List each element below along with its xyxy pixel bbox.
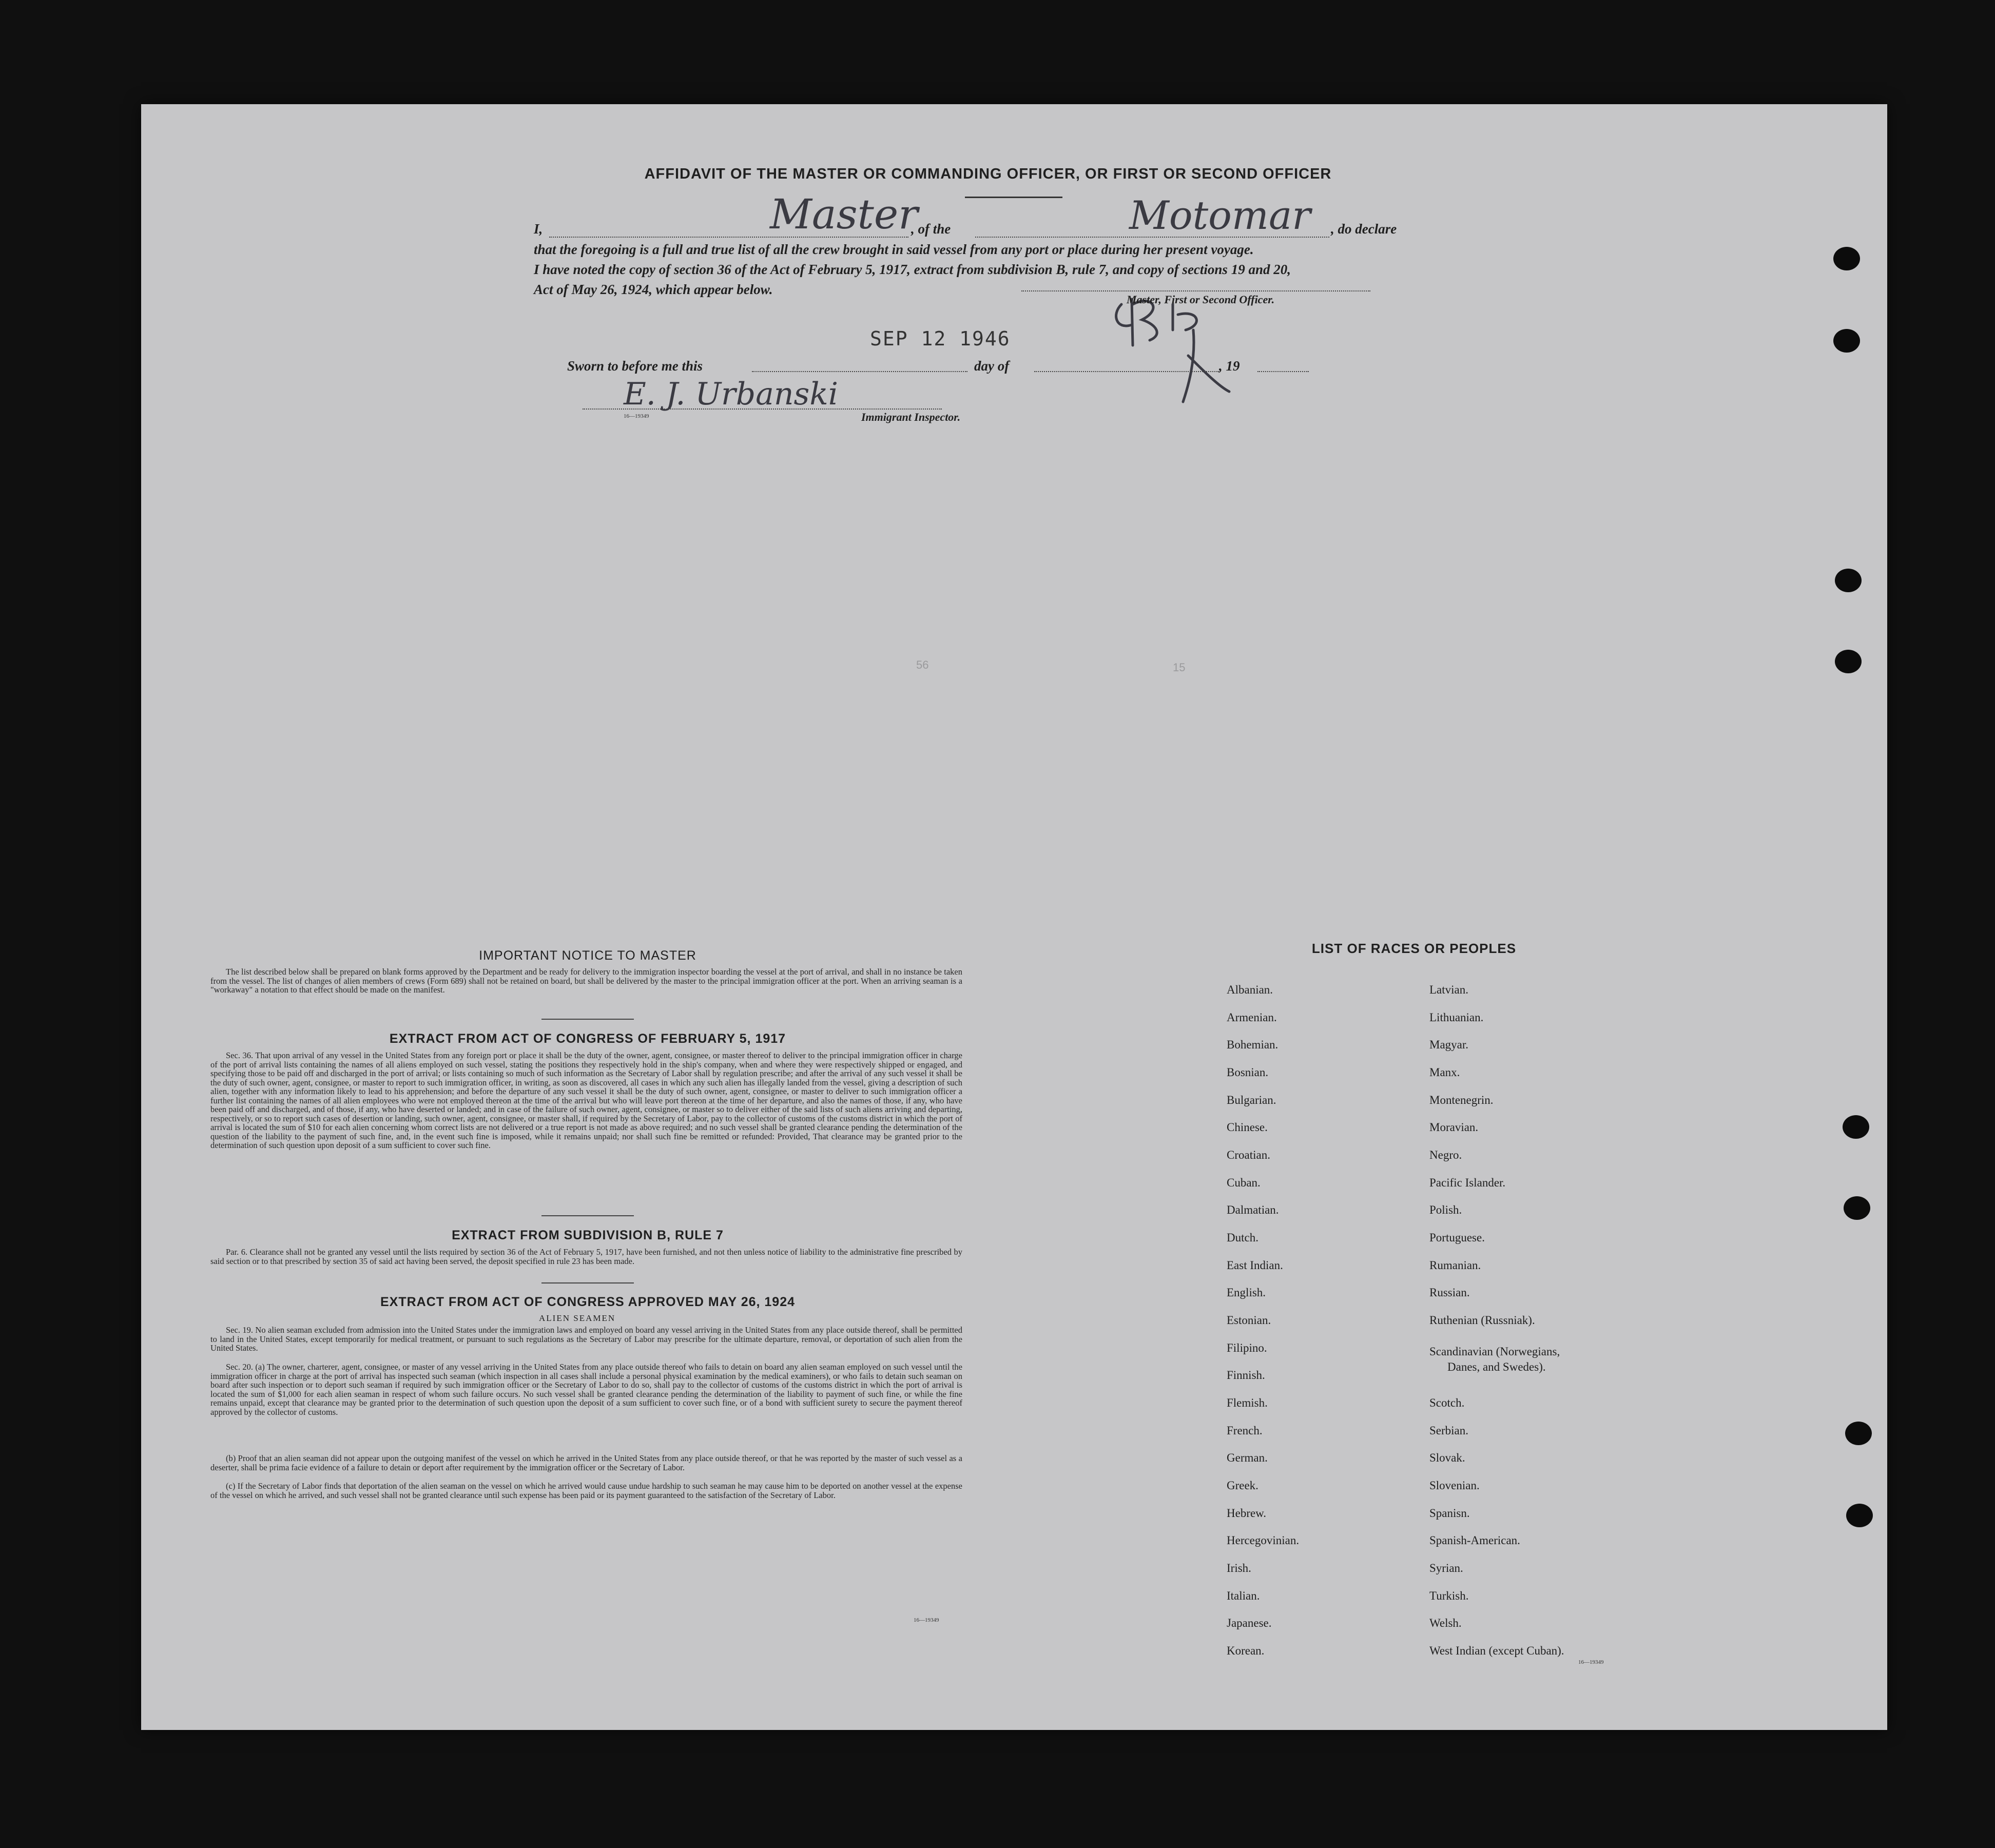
form-number: 16—19349 <box>1578 1659 1604 1665</box>
affidavit-line-3: I have noted the copy of section 36 of the Act of February 5, 1917, extract from subdivision B, rule 7, and copy of sections 19 and 20, <box>534 262 1291 277</box>
race-item: Negro. <box>1429 1149 1462 1161</box>
section-separator <box>541 1019 634 1020</box>
race-item: Hebrew. <box>1227 1507 1267 1520</box>
race-item: Finnish. <box>1227 1369 1265 1382</box>
race-item: Japanese. <box>1227 1617 1272 1629</box>
race-item: Bulgarian. <box>1227 1094 1276 1106</box>
inspector-caption: Immigrant Inspector. <box>861 411 961 423</box>
extract-1924-sec20b: (b) Proof that an alien seaman did not appear upon the outgoing manifest of the vessel on which he arrived in the United States from any place outside thereof, or that he was reported by the master of such vessel as a deserter, shall be prima facie evidence of a failure to detain or deport after requirement by the immigration officer or the Secretary of Labor. <box>210 1453 962 1472</box>
race-item: Turkish. <box>1429 1589 1469 1602</box>
race-item: Flemish. <box>1227 1396 1268 1409</box>
master-caption: Master, First or Second Officer. <box>1127 293 1275 306</box>
race-item: Spanisn. <box>1429 1507 1470 1520</box>
punch-hole <box>1833 329 1860 353</box>
inspector-signature-line <box>583 408 942 410</box>
race-item: East Indian. <box>1227 1259 1283 1272</box>
sworn-month-line <box>1034 371 1219 372</box>
affidavit-line-4: Act of May 26, 1924, which appear below. <box>534 282 773 297</box>
race-item: Albanian. <box>1227 983 1273 996</box>
sworn-prefix: Sworn to before me this <box>567 358 703 374</box>
race-item: Bosnian. <box>1227 1066 1269 1079</box>
race-item: Slovak. <box>1429 1451 1465 1464</box>
race-item: Filipino. <box>1227 1341 1267 1354</box>
master-signature-line <box>1021 290 1370 291</box>
race-item: Slovenian. <box>1429 1479 1480 1492</box>
race-item: Dutch. <box>1227 1231 1258 1244</box>
punch-hole <box>1846 1504 1873 1527</box>
affidavit-title: AFFIDAVIT OF THE MASTER OR COMMANDING OFFICER, OR FIRST OR SECOND OFFICER <box>644 166 1332 182</box>
race-item: Syrian. <box>1429 1562 1463 1574</box>
affidavit-line-1-of: , of the <box>911 221 951 237</box>
extract-1924-sec19: Sec. 19. No alien seaman excluded from admission into the United States under the immigration laws and employed on board any vessel arriving in the United States from any place outside thereof, shall be permitted to land in the United States, except temporarily for medical treatment, or pursuant to such regulations as the Secretary of Labor may prescribe for the ultimate departure, removal, or deportation of such alien from the United States. <box>210 1325 962 1353</box>
races-title: LIST OF RACES OR PEOPLES <box>1311 941 1517 956</box>
date-stamp: SEP 12 1946 <box>870 327 1011 350</box>
race-item: Welsh. <box>1429 1617 1462 1629</box>
sworn-day-line <box>752 371 967 372</box>
race-item: Montenegrin. <box>1429 1094 1494 1106</box>
race-item: Bohemian. <box>1227 1038 1279 1051</box>
race-item: Italian. <box>1227 1589 1260 1602</box>
race-item: Pacific Islander. <box>1429 1176 1506 1189</box>
form-number: 16—19349 <box>914 1617 939 1623</box>
extract-1924-sec20a: Sec. 20. (a) The owner, charterer, agent, consignee, or master of any vessel arriving in the United States from any place outside thereof who fails to detain on board any alien seaman employed on such vessel until the immigration officer in charge at the port of arrival has inspected such seaman (which inspection in all cases shall include a personal physical examination by the medical examiners), or who fails to detain such seaman on board after such inspection or to deport such seaman if required by such immigration officer or the Secretary of Labor to do so, shall pay to the collector of customs of the customs district in which the port of arrival is located the sum of $1,000 for each alien seaman in respect of whom such failure occurs. No such vessel shall be granted clearance pending the determination of the liability to payment of such fine, or while the fine remains unpaid, except that clearance may be granted prior to the determination of such question upon the deposit of a sum sufficient to cover such fine, or of a bond with sufficient surety to secure the payment thereof approved by the collector of customs. <box>210 1362 962 1417</box>
extract-1924-sec20c: (c) If the Secretary of Labor finds that deportation of the alien seaman on the vessel on which he arrived would cause undue hardship to such seaman he may cause him to be deported on another vessel at the expense of the vessel on which he arrived, and such vessel shall not be granted clearance until such expense has been paid or its payment guaranteed to the satisfaction of the Secretary of Labor. <box>210 1481 962 1500</box>
race-item: Latvian. <box>1429 983 1468 996</box>
affidavit-line-2: that the foregoing is a full and true list of all the crew brought in said vessel from any port or place during her present voyage. <box>534 242 1254 257</box>
faint-mark: 56 <box>916 658 929 671</box>
extract-rule7-title: EXTRACT FROM SUBDIVISION B, RULE 7 <box>452 1228 724 1242</box>
extract-1924-title: EXTRACT FROM ACT OF CONGRESS APPROVED MAY 26, 1924 <box>380 1295 796 1309</box>
extract-rule7-text: Par. 6. Clearance shall not be granted any vessel until the lists required by section 36 of the Act of February 5, 1917, have been furnished, and not then unless notice of liability to the administrative fine prescribed by said section or to that prescribed by section 35 of said act having been served, the deposit specified in rule 23 has been made. <box>210 1247 962 1266</box>
sworn-day-of: day of <box>974 358 1010 374</box>
punch-hole <box>1844 1196 1870 1220</box>
alien-seamen-subtitle: ALIEN SEAMEN <box>539 1313 616 1323</box>
form-number: 16—19349 <box>624 413 649 419</box>
manifest-sheet <box>141 104 1887 1730</box>
section-separator <box>541 1282 634 1283</box>
punch-hole <box>1835 650 1862 673</box>
affidavit-line-1-prefix: I, <box>534 221 543 237</box>
race-item: Lithuanian. <box>1429 1011 1484 1024</box>
race-item: West Indian (except Cuban). <box>1429 1644 1564 1657</box>
race-item: Croatian. <box>1227 1149 1270 1161</box>
race-item: Rumanian. <box>1429 1259 1481 1272</box>
race-item: English. <box>1227 1286 1266 1299</box>
race-item: Irish. <box>1227 1562 1251 1574</box>
punch-hole <box>1835 569 1862 592</box>
race-item: Korean. <box>1227 1644 1265 1657</box>
race-item: Greek. <box>1227 1479 1258 1492</box>
section-separator <box>541 1215 634 1216</box>
faint-mark: 15 <box>1173 661 1186 674</box>
notice-title: IMPORTANT NOTICE TO MASTER <box>479 948 696 963</box>
race-item: Magyar. <box>1429 1038 1469 1051</box>
race-item: Armenian. <box>1227 1011 1277 1024</box>
race-item: Russian. <box>1429 1286 1470 1299</box>
race-item: French. <box>1227 1424 1263 1437</box>
race-item: Dalmatian. <box>1227 1203 1279 1216</box>
sworn-year-line <box>1257 371 1309 372</box>
race-item: Polish. <box>1429 1203 1462 1216</box>
extract-1917-text: Sec. 36. That upon arrival of any vessel in the United States from any foreign port or place it shall be the duty of the owner, agent, consignee, or master thereof to deliver to the principal immigration officer in charge of the port of arrival lists containing the names of all aliens employed on such vessel, stating the positions they respectively hold in the ship's company, when and where they were respectively shipped or engaged, and specifying those to be paid off and discharged in the port of arrival; or lists containing so much of such information as the Secretary of Labor shall by regulation prescribe; and after the arrival of any such vessel it shall be the duty of such owner, agent, consignee, or master to report to such immigration officer, in writing, as soon as discovered, all cases in which any such alien has illegally landed from the vessel, giving a description of such alien, together with any information likely to lead to his apprehension; and before the departure of any such vessel it shall be the duty of such owner, agent, consignee, or master to deliver to such immigration officer a further list containing the names of all alien employees who were not employed thereon at the time of the arrival but who will leave port thereon at the time of her departure, and also the names of those, if any, who have been paid off and discharged, and of those, if any, who have deserted or landed; and in case of the failure of such owner, agent, consignee, or master so to deliver either of the said lists of such aliens arriving and departing, respectively, or so to report such cases of desertion or landing, such owner, agent, consignee, or master shall, if required by the Secretary of Labor, pay to the collector of customs of the customs district in which the port of arrival is located the sum of $10 for each alien concerning whom correct lists are not delivered or a true report is not made as above required; and no such vessel shall be granted clearance pending the determination of the question of the liability to the payment of such fine, and, in the event such fine is imposed, while it remains unpaid; nor shall such fine be remitted or refunded: Provided, That clearance may be granted prior to the determination of such question upon deposit of a sum sufficient to cover such fine. <box>210 1051 962 1150</box>
officer-rank-handwritten: Master <box>770 190 918 238</box>
affidavit-line-1-suffix: , do declare <box>1331 221 1397 237</box>
race-item: Scotch. <box>1429 1396 1465 1409</box>
race-item: Hercegovinian. <box>1227 1534 1300 1547</box>
title-rule <box>965 197 1062 198</box>
race-item: Cuban. <box>1227 1176 1261 1189</box>
punch-hole <box>1833 247 1860 270</box>
extract-1917-title: EXTRACT FROM ACT OF CONGRESS OF FEBRUARY 5, 1917 <box>389 1032 786 1046</box>
sworn-year-prefix: , 19 <box>1219 358 1240 374</box>
race-item: Scandinavian (Norwegians, <box>1429 1345 1560 1358</box>
vessel-name-handwritten: Motomar <box>1129 192 1311 238</box>
race-item: Danes, and Swedes). <box>1447 1360 1546 1373</box>
race-item: Serbian. <box>1429 1424 1469 1437</box>
race-item: Spanish-American. <box>1429 1534 1520 1547</box>
race-item: Portuguese. <box>1429 1231 1485 1244</box>
race-item: Ruthenian (Russniak). <box>1429 1314 1535 1327</box>
race-item: German. <box>1227 1451 1268 1464</box>
race-item: Manx. <box>1429 1066 1460 1079</box>
race-item: Estonian. <box>1227 1314 1271 1327</box>
punch-hole <box>1843 1115 1869 1139</box>
inspector-signature: E. J. Urbanski <box>624 376 838 412</box>
notice-text: The list described below shall be prepared on blank forms approved by the Department and be ready for delivery to the immigration inspector boarding the vessel at the port of arrival, and shall in no instance be taken from the vessel. The list of changes of alien members of crews (Form 689) shall not be retained on board, but shall be delivered by the master to the principal immigration officer at the port. When an arriving seaman is a "workaway" a notation to that effect should be made on the manifest. <box>210 967 962 995</box>
race-item: Chinese. <box>1227 1121 1268 1134</box>
punch-hole <box>1845 1422 1872 1445</box>
race-item: Moravian. <box>1429 1121 1479 1134</box>
